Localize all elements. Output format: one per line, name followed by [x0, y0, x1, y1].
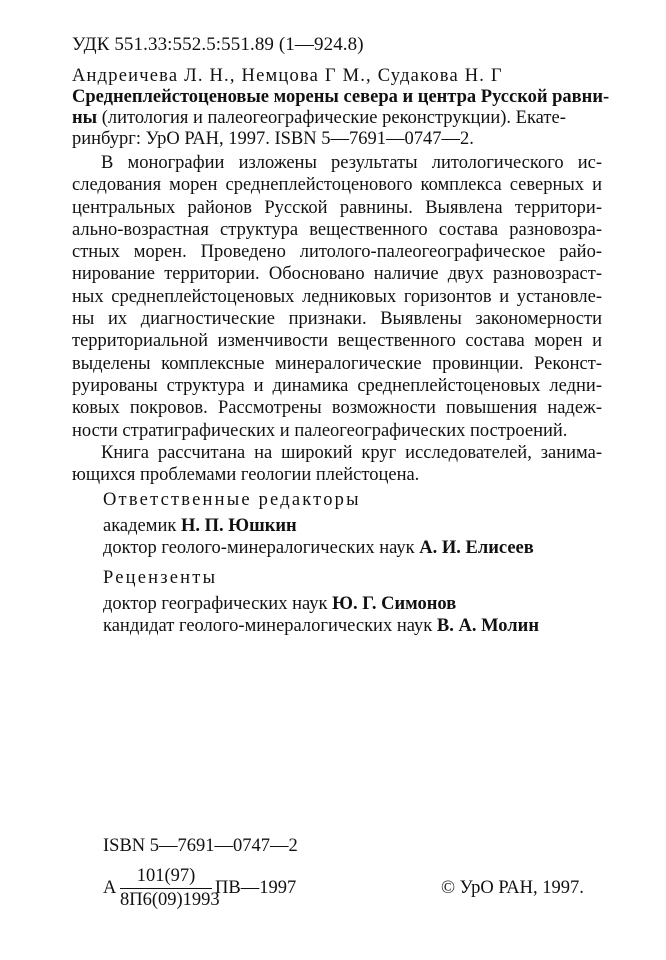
- code-fraction: [120, 866, 220, 911]
- abstract-line: центральных районов Русской равнины. Выявлена территори-: [72, 197, 602, 218]
- editors-heading: Ответственные редакторы: [103, 490, 361, 510]
- subtitle-text: (литология и палеогеографические реконструкции). Екате-: [97, 108, 566, 128]
- editor-1-title: академик: [103, 516, 181, 536]
- reviewer-1-name: Ю. Г. Симонов: [332, 594, 457, 614]
- editor-1-name: Н. П. Юшкин: [180, 516, 297, 536]
- abstract-line: В монографии изложены результаты литологического ис-: [101, 153, 602, 173]
- abstract-line: территориальной изменчивости вещественного состава морен и: [72, 331, 602, 352]
- editor-2-name: А. И. Елисеев: [419, 538, 534, 558]
- abstract: [72, 152, 602, 486]
- abstract-line: следования морен среднеплейстоценового комплекса северных и: [72, 175, 602, 196]
- abstract-line: ковых покровов. Рассмотрены возможности повышения надеж-: [72, 398, 602, 419]
- isbn: ISBN 5—7691—0747—2: [103, 836, 298, 856]
- abstract-line: ности стратиграфических и палеогеографических построений.: [72, 420, 568, 441]
- code-letter: А: [103, 878, 117, 898]
- copyright: © УрО РАН, 1997.: [441, 878, 584, 898]
- bibliographic-record: [72, 66, 610, 150]
- reviewer-1-title: доктор географических наук: [103, 594, 333, 614]
- editor-2-title: доктор геолого-минералогических наук: [103, 538, 420, 558]
- code-denominator: 8П6(09)1993: [120, 890, 220, 910]
- abstract-line: стных морен. Проведено литолого-палеогеографическое райо-: [72, 242, 602, 263]
- reviewers-heading: Рецензенты: [103, 568, 218, 588]
- title-line-1: [72, 87, 610, 108]
- editor-2: [103, 538, 534, 559]
- reviewer-2: [103, 616, 539, 637]
- abstract-line: выделены комплексные минералогические провинции. Реконст-: [72, 353, 602, 374]
- reviewer-2-title: кандидат геолого-минералогических наук: [103, 616, 437, 636]
- abstract-line: ально-возрастная структура вещественного состава разновозра-: [72, 219, 602, 240]
- title-end: ны: [72, 108, 98, 128]
- abstract-line: ны их диагностические признаки. Выявлены закономерности: [72, 309, 602, 330]
- code-tail: ПВ—1997: [215, 878, 297, 898]
- abstract-line: Книга рассчитана на широкий круг исследователей, занима-: [101, 442, 602, 463]
- abstract-line: руированы структура и динамика среднеплейстоценовых ледни-: [72, 375, 602, 396]
- title-text: Среднеплейстоценовые морены севера и центра Русской равни-: [72, 87, 610, 107]
- reviewer-2-name: В. А. Молин: [436, 616, 539, 636]
- abstract-line: нирование территории. Обосновано наличие двух разновозраст-: [72, 264, 602, 285]
- publication-code: [103, 866, 343, 926]
- editor-1: [103, 516, 297, 537]
- abstract-line: ющихся проблемами геологии плейстоцена.: [72, 465, 420, 486]
- abstract-line: ных среднеплейстоценовых ледниковых горизонтов и установле-: [72, 286, 602, 307]
- code-numerator: 101(97): [120, 866, 212, 889]
- title-line-2: [72, 108, 602, 129]
- reviewer-1: [103, 594, 456, 615]
- authors-line: Андреичева Л. Н., Немцова Г М., Судакова Н. Г: [72, 66, 503, 86]
- publisher-line: ринбург: УрО РАН, 1997. ISBN 5—7691—0747—2.: [72, 129, 474, 149]
- udk-code: УДК 551.33:552.5:551.89 (1—924.8): [72, 34, 364, 55]
